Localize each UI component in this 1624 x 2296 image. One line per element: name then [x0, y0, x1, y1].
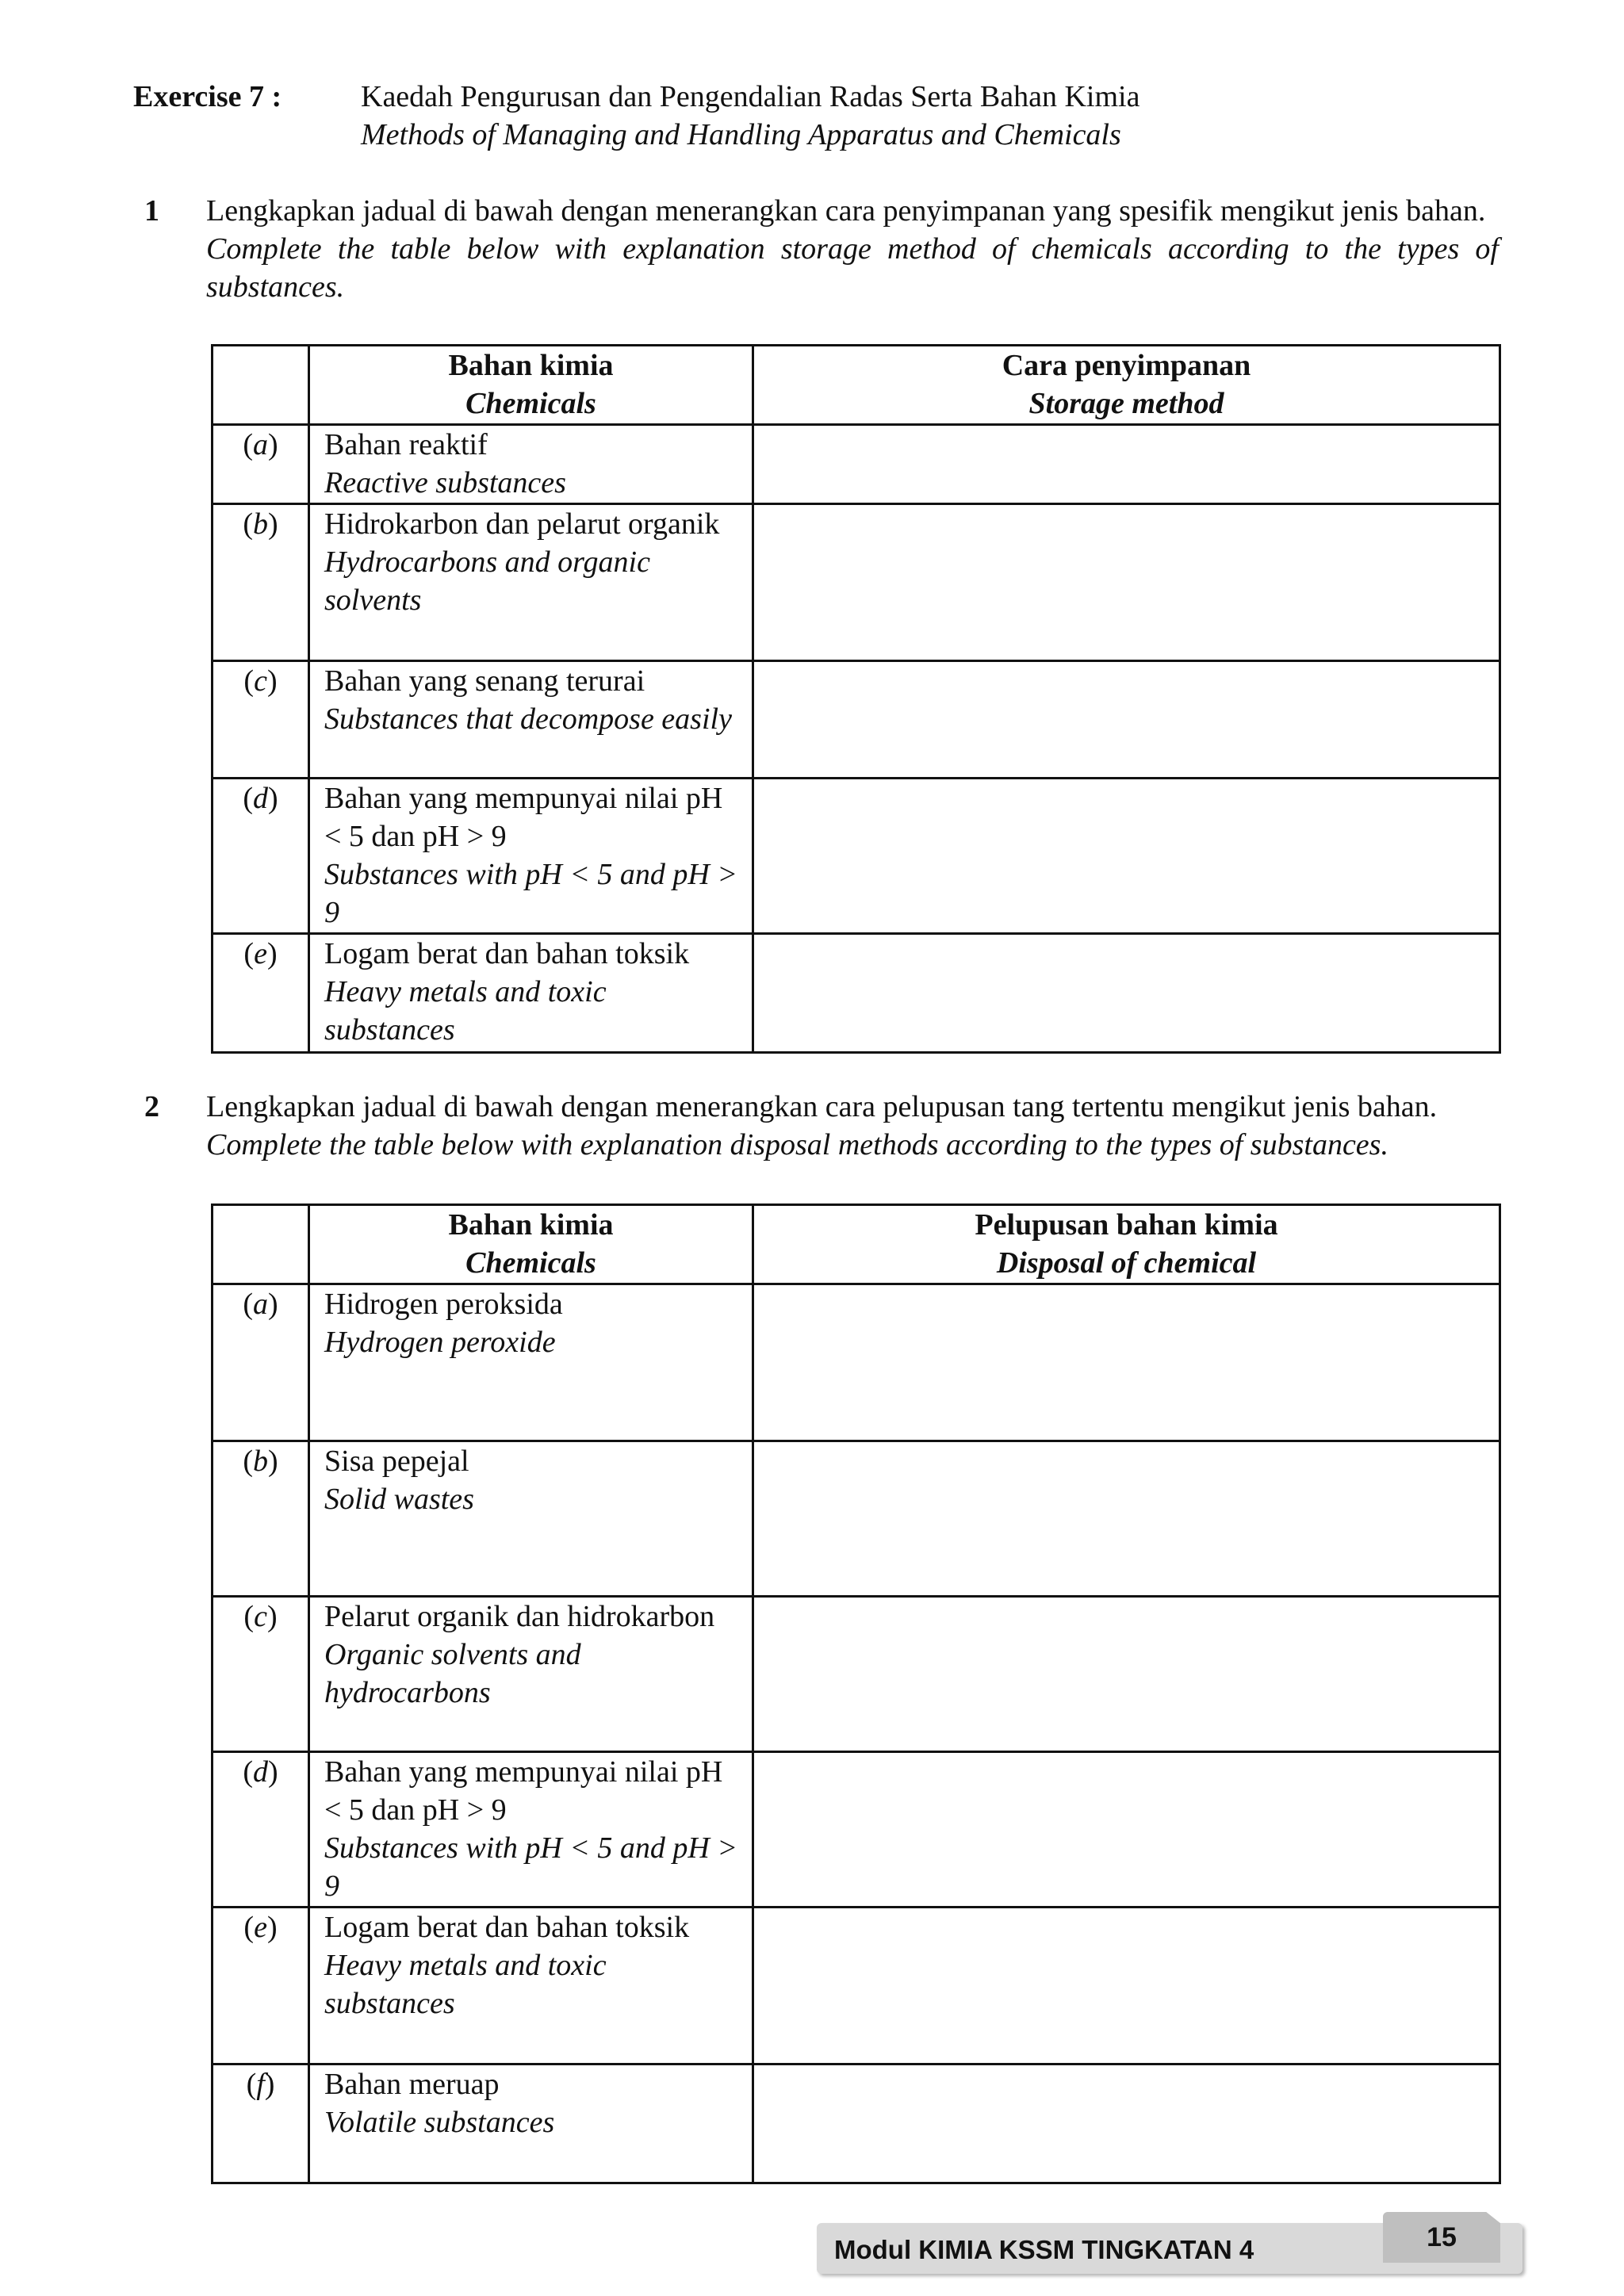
header-chemicals — [309, 346, 753, 425]
header-label-ms: Bahan kimia — [448, 1208, 614, 1242]
storage-method-table — [211, 344, 1501, 1054]
exercise-title-ms: Kaedah Pengurusan dan Pengendalian Radas Serta Bahan Kimia — [361, 80, 1140, 113]
row-letter: (e) — [213, 1908, 309, 2064]
disposal-method-table — [211, 1203, 1501, 2184]
table-header-row — [213, 346, 1500, 425]
header-label-en: Storage method — [1028, 387, 1224, 420]
header-label-ms: Cara penyimpanan — [1002, 349, 1251, 382]
header-storage-method — [753, 346, 1500, 425]
table-row — [213, 1284, 1500, 1441]
table-row — [213, 1441, 1500, 1597]
chemical-cell: Bahan yang mempunyai nilai pH < 5 dan pH > 9 Substances with pH < 5 and pH > 9 — [309, 1752, 753, 1908]
footer-module-title: Modul KIMIA KSSM TINGKATAN 4 — [834, 2235, 1254, 2264]
chemical-cell: Logam berat dan bahan toksik Heavy metals and toxic substances — [309, 934, 753, 1053]
chemical-cell: Bahan reaktif Reactive substances — [309, 425, 753, 504]
table-row — [213, 504, 1500, 661]
exercise-label: Exercise 7 : — [133, 80, 282, 113]
answer-cell[interactable] — [753, 1908, 1500, 2064]
answer-cell[interactable] — [753, 425, 1500, 504]
answer-cell[interactable] — [753, 1441, 1500, 1597]
chemical-cell: Bahan yang senang terurai Substances that decompose easily — [309, 661, 753, 779]
answer-cell[interactable] — [753, 1752, 1500, 1908]
row-letter: (d) — [213, 1752, 309, 1908]
page-number: 15 — [1427, 2222, 1457, 2252]
table-row — [213, 934, 1500, 1053]
row-letter: (c) — [213, 1597, 309, 1752]
chemical-cell: Hidrokarbon dan pelarut organik Hydrocarbons and organic solvents — [309, 504, 753, 661]
answer-cell[interactable] — [753, 2064, 1500, 2183]
chemical-cell: Pelarut organik dan hidrokarbon Organic solvents and hydrocarbons — [309, 1597, 753, 1752]
header-chemicals — [309, 1205, 753, 1284]
chemical-cell: Bahan meruap Volatile substances — [309, 2064, 753, 2183]
question-text-en: Complete the table below with explanation disposal methods according to the types of substances. — [206, 1128, 1388, 1161]
table-row — [213, 779, 1500, 934]
header-label-ms: Bahan kimia — [448, 349, 614, 382]
answer-cell[interactable] — [753, 661, 1500, 779]
table-row — [213, 661, 1500, 779]
table-row — [213, 425, 1500, 504]
row-letter: (c) — [213, 661, 309, 779]
header-disposal-method — [753, 1205, 1500, 1284]
chemical-cell: Logam berat dan bahan toksik Heavy metals and toxic substances — [309, 1908, 753, 2064]
header-label-en: Disposal of chemical — [996, 1246, 1257, 1280]
row-letter: (a) — [213, 1284, 309, 1441]
chemical-cell: Sisa pepejal Solid wastes — [309, 1441, 753, 1597]
table-row — [213, 2064, 1500, 2183]
chemical-cell: Hidrogen peroksida Hydrogen peroxide — [309, 1284, 753, 1441]
row-letter: (b) — [213, 1441, 309, 1597]
question-number: 1 — [144, 194, 159, 228]
header-blank-cell — [213, 346, 309, 425]
row-letter: (d) — [213, 779, 309, 934]
header-label-en: Chemicals — [465, 1246, 596, 1280]
chemical-cell: Bahan yang mempunyai nilai pH < 5 dan pH > 9 Substances with pH < 5 and pH > 9 — [309, 779, 753, 934]
table-header-row — [213, 1205, 1500, 1284]
question-text-en: Complete the table below with explanation storage method of chemicals according to the types of substances. — [206, 232, 1499, 304]
header-label-ms: Pelupusan bahan kimia — [975, 1208, 1278, 1242]
table-row — [213, 1908, 1500, 2064]
answer-cell[interactable] — [753, 934, 1500, 1053]
answer-cell[interactable] — [753, 504, 1500, 661]
row-letter: (b) — [213, 504, 309, 661]
answer-cell[interactable] — [753, 779, 1500, 934]
table-row — [213, 1597, 1500, 1752]
question-number: 2 — [144, 1090, 159, 1123]
header-blank-cell — [213, 1205, 309, 1284]
answer-cell[interactable] — [753, 1597, 1500, 1752]
answer-cell[interactable] — [753, 1284, 1500, 1441]
table-row — [213, 1752, 1500, 1908]
question-text-ms: Lengkapkan jadual di bawah dengan menerangkan cara pelupusan tang tertentu mengikut jenis bahan. — [206, 1090, 1438, 1123]
row-letter: (a) — [213, 425, 309, 504]
question-text-ms: Lengkapkan jadual di bawah dengan menerangkan cara penyimpanan yang spesifik mengikut jenis bahan. — [206, 194, 1486, 228]
exercise-title-en: Methods of Managing and Handling Apparatus and Chemicals — [361, 118, 1121, 151]
row-letter: (e) — [213, 934, 309, 1053]
header-label-en: Chemicals — [465, 387, 596, 420]
row-letter: (f) — [213, 2064, 309, 2183]
